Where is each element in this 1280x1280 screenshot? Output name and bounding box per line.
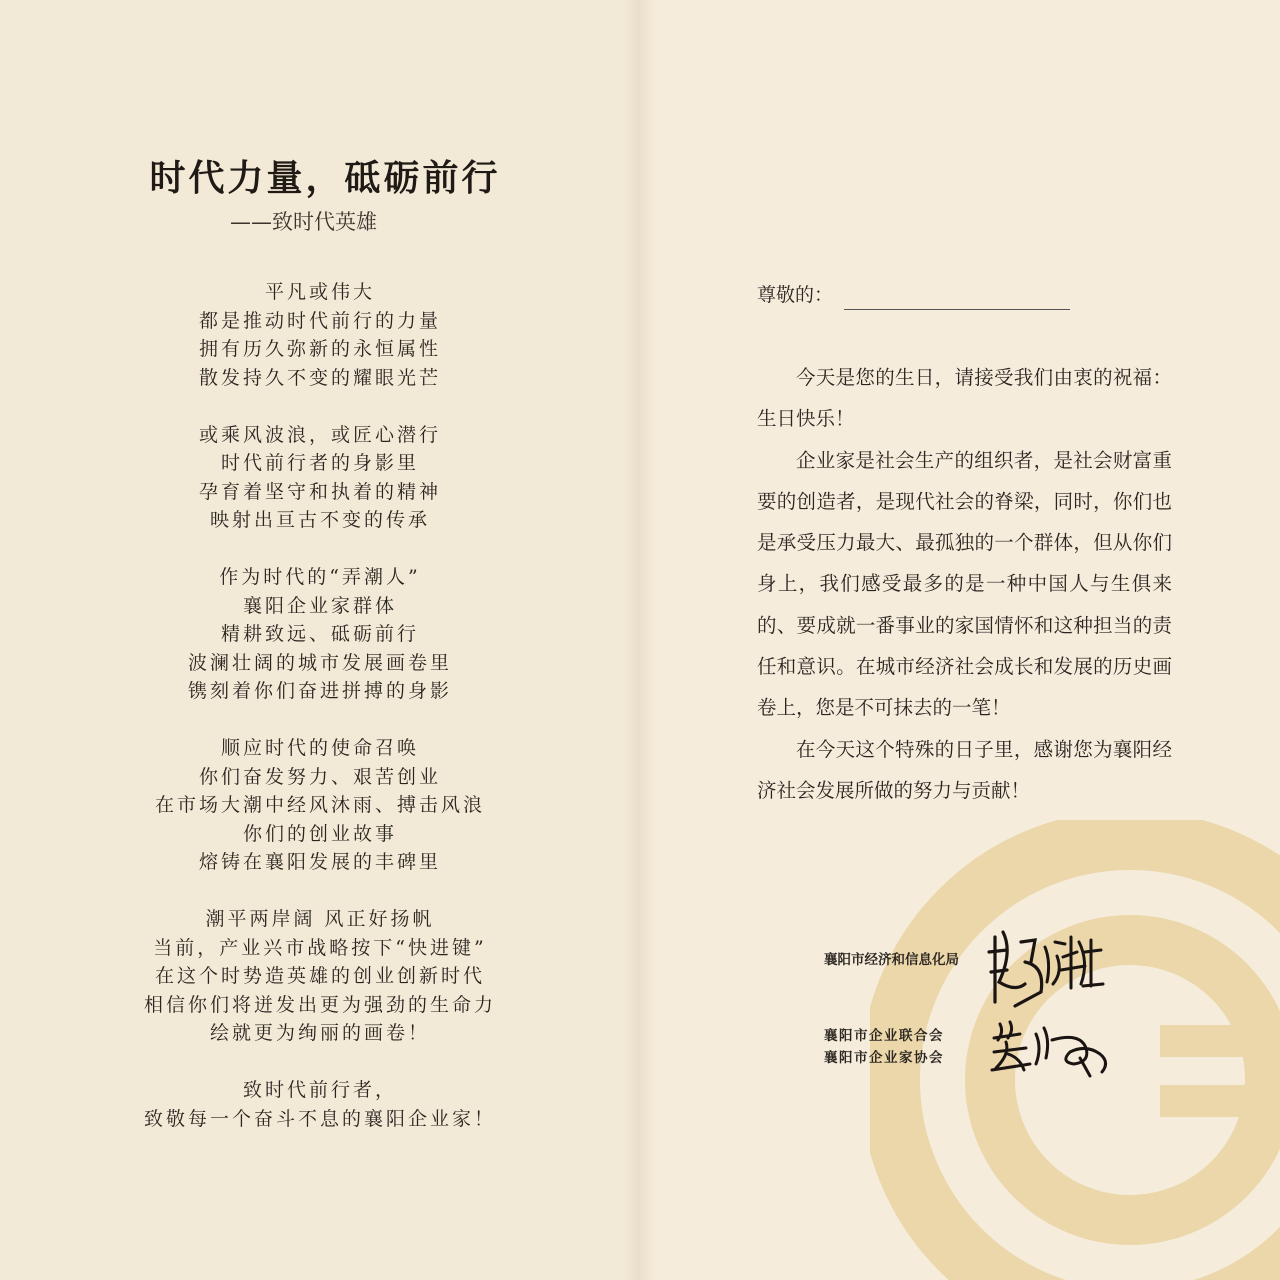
poem-line: 都是推动时代前行的力量 — [198, 309, 441, 332]
poem-line: 在这个时势造英雄的创业创新时代 — [154, 965, 485, 987]
letter-paragraph: 企业家是社会生产的组织者，是社会财富重要的创造者，是现代社会的脊梁，同时，你们也是承受压力最大、最孤独的一个群体，但从你们身上，我们感受最多的是一种中国人与生俱来的、要成就一番事业的家国情怀和这种担当的责任和意识。在城市经济社会成长和发展的历史画卷上，您是不可抹去的一笔！ — [757, 448, 1172, 720]
poem-line: 相信你们将迸发出更为强劲的生命力 — [143, 993, 496, 1016]
letter-paragraph: 在今天这个特殊的日子里，感谢您为襄阳经济社会发展所做的努力与贡献！ — [757, 737, 1172, 802]
letter-paragraph: 今天是您的生日，请接受我们由衷的祝福：生日快乐！ — [757, 366, 1172, 431]
greeting: 尊敬的： — [757, 284, 834, 306]
poem-line: 顺应时代的使命召唤 — [220, 737, 419, 759]
poem-stanza — [120, 1076, 520, 1133]
poem-line: 拥有历久弥新的永恒属性 — [198, 338, 441, 360]
name-blank-line — [844, 309, 1070, 310]
poem-title: 时代力量，砥砺前行 — [149, 157, 501, 199]
poem-line: 你们奋发努力、艰苦创业 — [198, 765, 441, 788]
signatory-org-economy-bureau: 襄阳市经济和信息化局 — [824, 952, 959, 968]
right-page — [640, 0, 1280, 1280]
handwritten-signature-1 — [985, 922, 1105, 1012]
poem-line: 致时代前行者， — [242, 1079, 397, 1101]
poem-subtitle: ——致时代英雄 — [230, 210, 377, 234]
letter-body — [757, 357, 1172, 811]
poem-line: 孕育着坚守和执着的精神 — [198, 480, 441, 503]
signatory-org-entrepreneur-association: 襄阳市企业家协会 — [824, 1050, 944, 1066]
poem-line: 当前，产业兴市战略按下“快进键” — [153, 936, 487, 959]
signatory-org-enterprise-federation: 襄阳市企业联合会 — [824, 1028, 944, 1044]
poem-stanza — [120, 278, 520, 392]
poem-line: 精耕致远、砥砺前行 — [220, 623, 419, 645]
poem-line: 映射出亘古不变的传承 — [209, 509, 430, 531]
poem-line: 在市场大潮中经风沐雨、搏击风浪 — [154, 794, 485, 816]
poem-line: 镌刻着你们奋进拼搏的身影 — [187, 680, 452, 702]
poem-line: 时代前行者的身影里 — [220, 452, 419, 474]
poem-line: 或乘风波浪，或匠心潜行 — [198, 423, 441, 446]
poem-line: 平凡或伟大 — [264, 281, 375, 303]
poem-line: 波澜壮阔的城市发展画卷里 — [187, 651, 452, 674]
poem-line: 散发持久不变的耀眼光芒 — [198, 366, 441, 389]
poem-stanza — [120, 563, 520, 706]
poem-line: 作为时代的“弄潮人” — [219, 566, 421, 588]
poem-line: 熔铸在襄阳发展的丰碑里 — [198, 851, 441, 873]
poem-stanza — [120, 421, 520, 535]
poem-stanza — [120, 734, 520, 877]
poem — [120, 278, 520, 1162]
poem-line: 襄阳企业家群体 — [242, 594, 397, 617]
handwritten-signature-2 — [990, 1018, 1120, 1078]
poem-line: 潮平两岸阔 风正好扬帆 — [205, 908, 435, 930]
poem-line: 你们的创业故事 — [242, 822, 397, 845]
poem-line: 致敬每一个奋斗不息的襄阳企业家！ — [143, 1107, 496, 1130]
poem-line: 绘就更为绚丽的画卷！ — [209, 1022, 430, 1044]
poem-stanza — [120, 905, 520, 1048]
page-fold-shadow — [624, 0, 656, 1280]
